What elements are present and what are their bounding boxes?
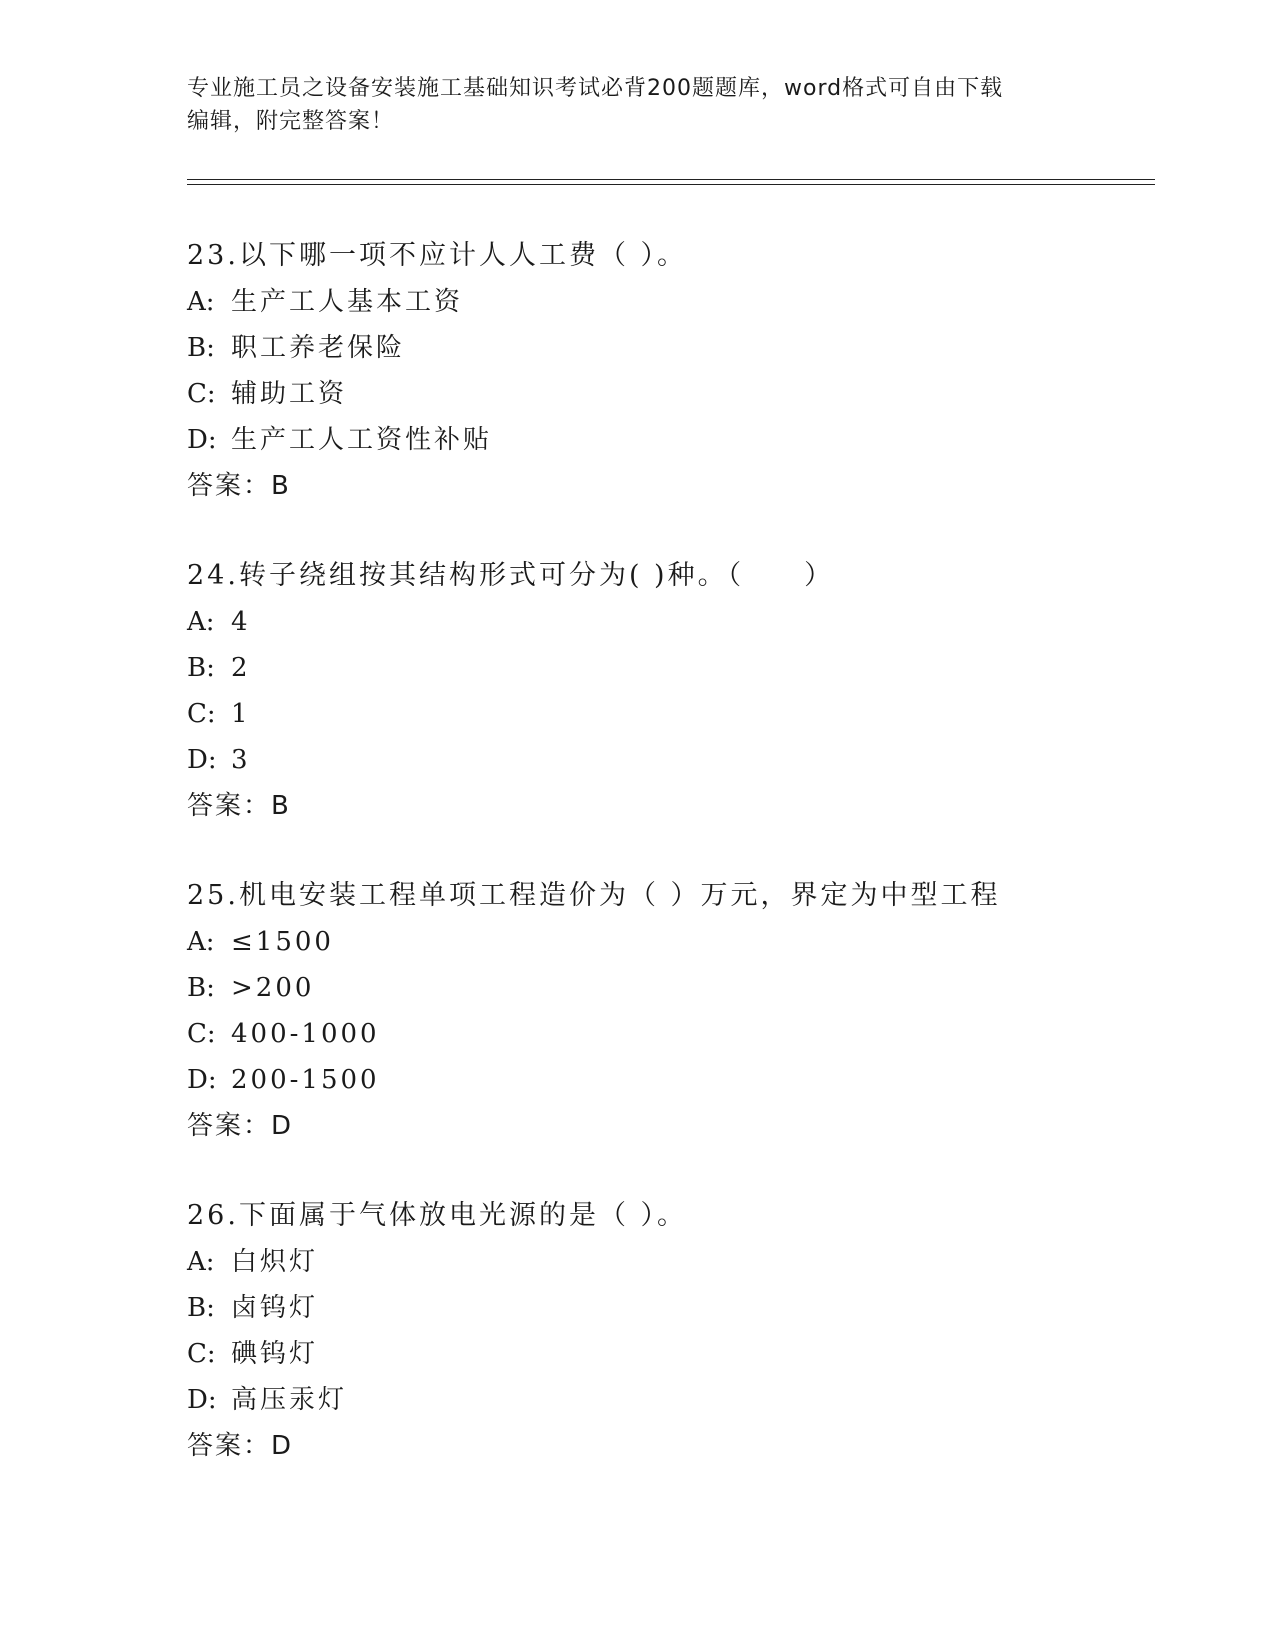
- header-divider-bottom: [187, 184, 1155, 185]
- question-title: 23.以下哪一项不应计人人工费（ ）。: [187, 240, 688, 271]
- header-line-1: 专业施工员之设备安装施工基础知识考试必背200题题库，word格式可自由下载: [187, 76, 1004, 101]
- option-text: 400-1000: [231, 1019, 380, 1049]
- question-title: 24.转子绕组按其结构形式可分为( )种。（ ）: [187, 560, 835, 591]
- option-text: 卤钨灯: [231, 1293, 319, 1323]
- option-text: 高压汞灯: [231, 1385, 348, 1415]
- option-letter: A:: [187, 607, 215, 637]
- option-text: 职工养老保险: [231, 333, 406, 363]
- option-letter: D:: [187, 1385, 217, 1415]
- document-header: [187, 72, 1087, 138]
- question-title: 25.机电安装工程单项工程造价为（ ）万元，界定为中型工程: [187, 880, 1001, 911]
- option-a: [187, 599, 1155, 645]
- option-letter: C:: [187, 1339, 216, 1369]
- header-divider-top: [187, 179, 1155, 180]
- option-letter: B:: [187, 1293, 215, 1323]
- option-letter: A:: [187, 927, 215, 957]
- option-c: [187, 1331, 1155, 1377]
- option-letter: D:: [187, 1065, 217, 1095]
- option-letter: D:: [187, 425, 217, 455]
- option-c: [187, 1011, 1155, 1057]
- answer-line: 答案：D: [187, 1431, 294, 1461]
- answer-line: 答案：D: [187, 1111, 294, 1141]
- option-letter: B:: [187, 973, 215, 1003]
- option-d: [187, 1057, 1155, 1103]
- option-c: [187, 691, 1155, 737]
- option-letter: B:: [187, 333, 215, 363]
- header-line-2: 编辑，附完整答案！: [187, 109, 395, 134]
- option-b: [187, 325, 1155, 371]
- option-text: 4: [231, 607, 251, 637]
- option-text: 1: [231, 699, 251, 729]
- option-d: [187, 1377, 1155, 1423]
- question-block: [187, 1193, 1155, 1469]
- option-text: 碘钨灯: [231, 1339, 319, 1369]
- answer-line: 答案：B: [187, 471, 291, 501]
- option-letter: D:: [187, 745, 217, 775]
- option-letter: A:: [187, 1247, 215, 1277]
- option-b: [187, 645, 1155, 691]
- option-d: [187, 417, 1155, 463]
- option-b: [187, 965, 1155, 1011]
- option-text: 2: [231, 653, 251, 683]
- option-a: [187, 279, 1155, 325]
- option-letter: B:: [187, 653, 215, 683]
- option-a: [187, 1239, 1155, 1285]
- question-title: 26.下面属于气体放电光源的是（ ）。: [187, 1200, 688, 1231]
- answer-line: 答案：B: [187, 791, 291, 821]
- option-text: 生产工人工资性补贴: [231, 425, 493, 455]
- option-text: ≤1500: [231, 927, 334, 957]
- option-letter: C:: [187, 1019, 216, 1049]
- option-b: [187, 1285, 1155, 1331]
- option-text: 辅助工资: [231, 379, 348, 409]
- option-text: 200-1500: [231, 1065, 380, 1095]
- option-text: 白炽灯: [231, 1247, 319, 1277]
- question-block: [187, 553, 1155, 829]
- option-text: 3: [231, 745, 251, 775]
- option-text: 生产工人基本工资: [231, 287, 464, 317]
- question-block: [187, 233, 1155, 509]
- option-letter: C:: [187, 699, 216, 729]
- option-letter: C:: [187, 379, 216, 409]
- option-d: [187, 737, 1155, 783]
- option-letter: A:: [187, 287, 215, 317]
- option-a: [187, 919, 1155, 965]
- option-text: >200: [231, 973, 315, 1003]
- option-c: [187, 371, 1155, 417]
- question-block: [187, 873, 1155, 1149]
